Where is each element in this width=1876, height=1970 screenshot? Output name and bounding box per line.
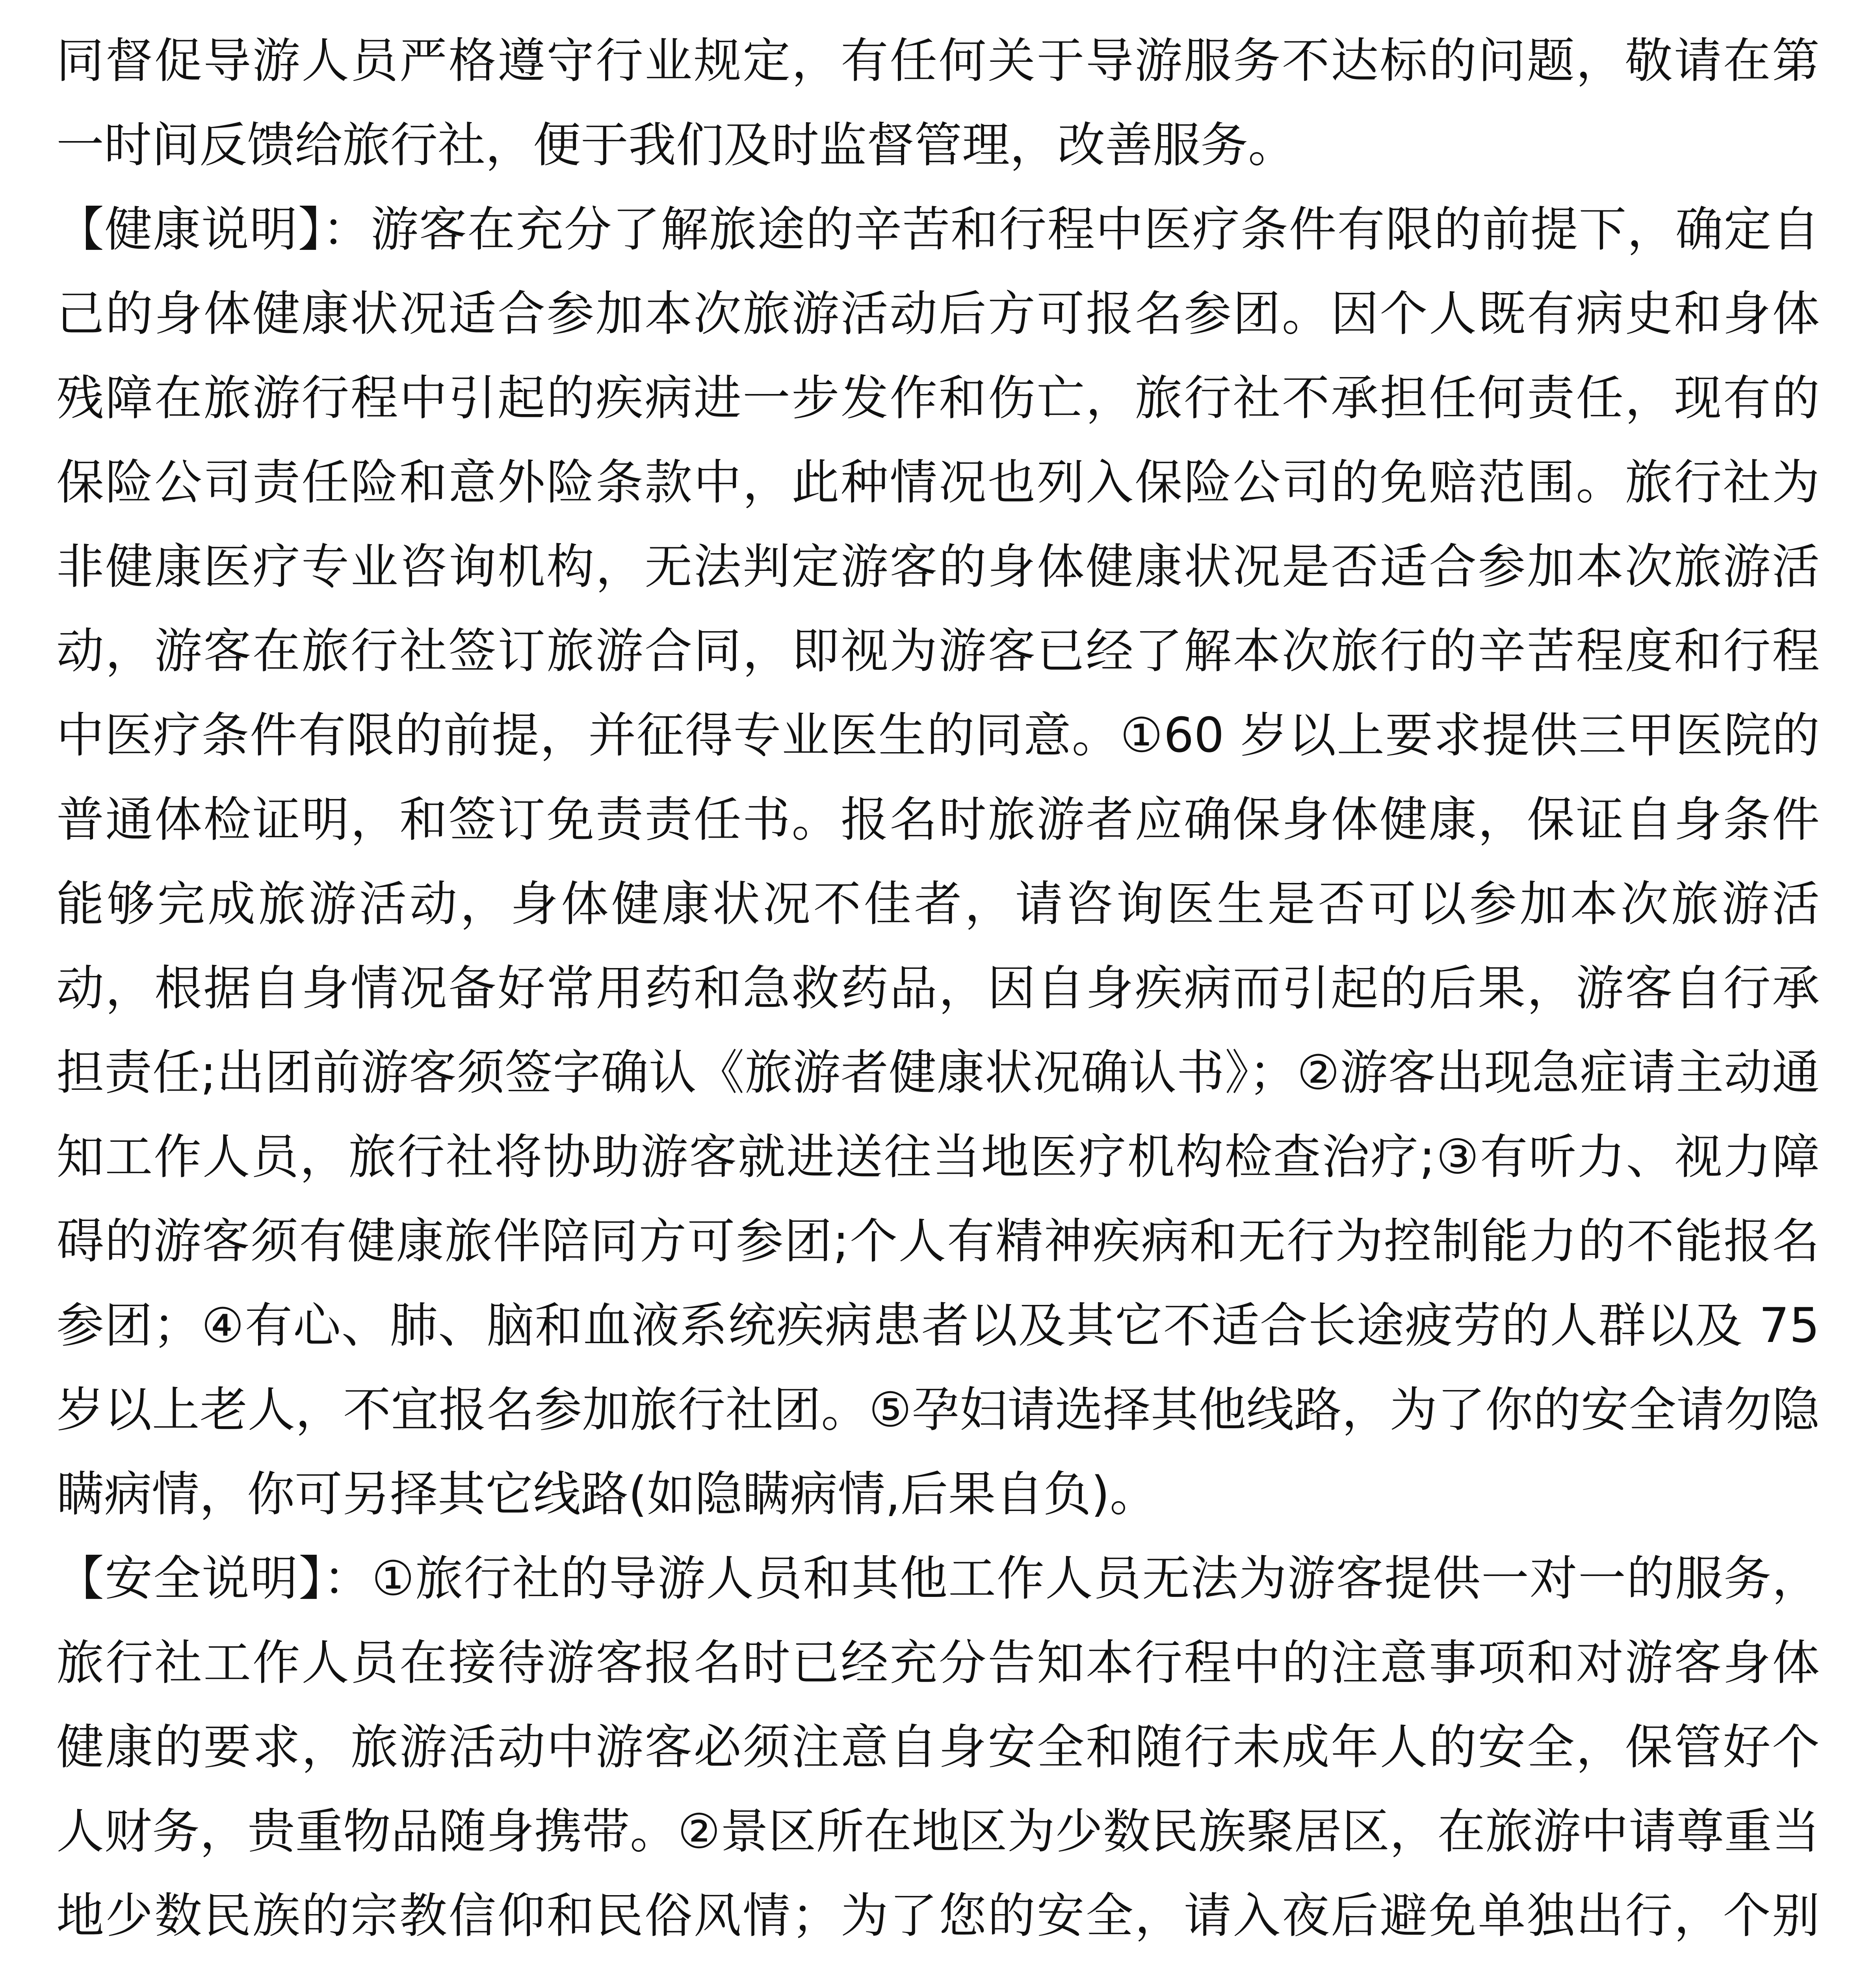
paragraph-health-notice: 【健康说明】：游客在充分了解旅途的辛苦和行程中医疗条件有限的前提下，确定自己的身体健康状况适合参加本次旅游活动后方可报名参团。因个人既有病史和身体残障在旅游行程中引起的疾病进一步发作和伤亡，旅行社不承担任何责任，现有的保险公司责任险和意外险条款中，此种情况也列入保险公司的免赔范围。旅行社为非健康医疗专业咨询机构，无法判定游客的身体健康状况是否适合参加本次旅游活动，游客在旅行社签订旅游合同，即视为游客已经了解本次旅行的辛苦程度和行程中医疗条件有限的前提，并征得专业医生的同意。①60 岁以上要求提供三甲医院的普通体检证明，和签订免责责任书。报名时旅游者应确保身体健康，保证自身条件能够完成旅游活动，身体健康状况不佳者，请咨询医生是否可以参加本次旅游活动，根据自身情况备好常用药和急救药品，因自身疾病而引起的后果，游客自行承担责任;出团前游客须签字确认《旅游者健康状况确认书》；②游客出现急症请主动通知工作人员，旅行社将协助游客就进送往当地医疗机构检查治疗;③有听力、视力障碍的游客须有健康旅伴陪同方可参团;个人有精神疾病和无行为控制能力的不能报名参团；④有心、肺、脑和血液系统疾病患者以及其它不适合长途疲劳的人群以及 75 岁以上老人，不宜报名参加旅行社团。⑤孕妇请选择其他线路，为了你的安全请勿隐瞒病情，你可另择其它线路(如隐瞒病情,后果自负)。 — [56, 202, 1820, 1522]
paragraph-continuation: 同督促导游人员严格遵守行业规定，有任何关于导游服务不达标的问题，敬请在第一时间反馈给旅行社，便于我们及时监督管理，改善服务。 — [56, 33, 1820, 173]
paragraph-safety-notice: 【安全说明】：①旅行社的导游人员和其他工作人员无法为游客提供一对一的服务，旅行社工作人员在接待游客报名时已经充分告知本行程中的注意事项和对游客身体健康的要求，旅游活动中游客必须注意自身安全和随行未成年人的安全，保管好个人财务，贵重物品随身携带。②景区所在地区为少数民族聚居区，在旅游中请尊重当地少数民族的宗教信仰和民俗风情；为了您的安全，请入夜后避免单独出行，个别 — [56, 1551, 1820, 1944]
document-body — [56, 19, 1820, 1970]
